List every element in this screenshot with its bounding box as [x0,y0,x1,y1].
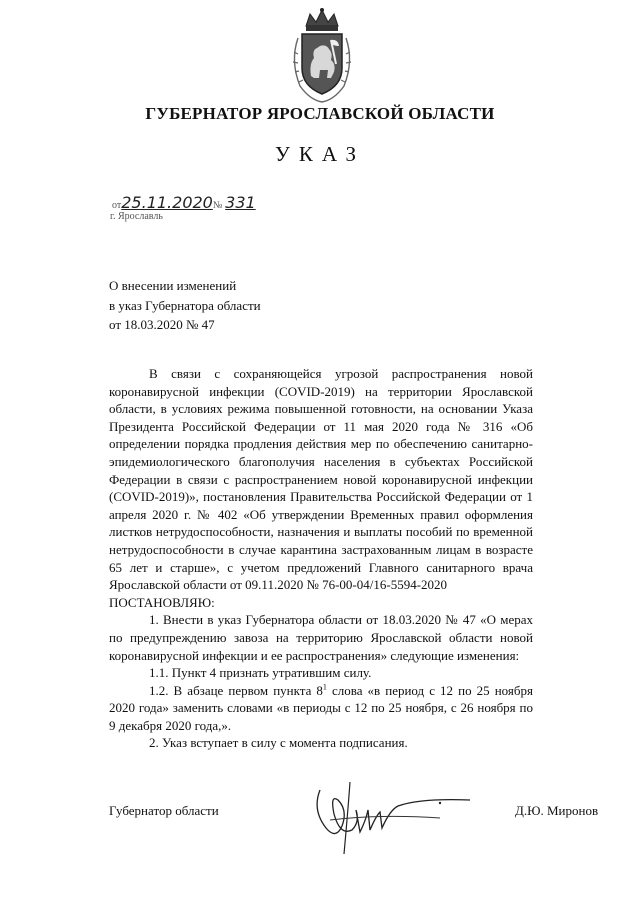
registration-line [112,193,256,212]
item-paragraph: 2. Указ вступает в силу с момента подписания. [149,735,408,751]
superscript: 1 [322,682,327,692]
preamble-paragraph: В связи с сохраняющейся угрозой распространения новой коронавирусной инфекции (COVID-2019) на территории Ярославской области, в условиях режима повышенной готовности, на основании Указа Президента Российской Федерации от 11 мая 2020 года № 316 «Об определении порядка продления действия мер по обеспечению санитарно-эпидемиологического благополучия населения в субъектах Российской Федерации в связи с распространением новой коронавирусной инфекции (COVID-2019)», постановления Правительства Российской Федерации от 1 апреля 2020 г. № 402 «Об утверждении Временных правил оформления листков нетрудоспособности, назначения и выплаты пособий по временной нетрудоспособности в случае карантина застрахованным лицам в возрасте 65 лет и старше», с учетом предложений Главного санитарного врача Ярославской области от 09.11.2020 № 76-00-04/16-5594-2020 [109,366,533,593]
item-paragraph: 1. Внести в указ Губернатора области от 18.03.2020 № 47 «О мерах по предупреждению завоза на территорию Ярославской области новой коронавирусной инфекции и ее распространения» следующие изменения: [109,612,533,663]
decree-body [109,365,533,752]
item-text: слова «в период с 12 по 25 ноября 2020 года» заменить словами «в периоды с 12 по 25 ноября, с 26 ноября по 9 декабря 2020 года,». [109,682,533,733]
decree-date: 25.11.2020 [121,193,213,212]
subject-line: О внесении изменений [109,278,237,293]
item-paragraph [109,682,533,735]
number-prefix: № [212,200,223,211]
issuer-title: ГУБЕРНАТОР ЯРОСЛАВСКОЙ ОБЛАСТИ [145,104,495,123]
coat-of-arms-icon [284,6,360,104]
city: г. Ярославль [110,211,163,222]
decree-word: ПОСТАНОВЛЯЮ: [109,594,215,610]
subject-line: от 18.03.2020 № 47 [109,317,215,332]
signer-name: Д.Ю. Миронов [515,803,599,818]
item-text: 1.2. В абзаце первом пункта 8 [149,682,323,698]
document-type: УКАЗ [274,142,366,166]
date-prefix: от [112,200,122,211]
decree-number: 331 [225,193,256,212]
handwritten-signature [290,770,480,860]
signer-title: Губернатор области [109,803,219,818]
subject-line: в указ Губернатора области [109,297,261,313]
item-paragraph: 1.1. Пункт 4 признать утратившим силу. [149,665,372,681]
subject-block [109,276,261,335]
